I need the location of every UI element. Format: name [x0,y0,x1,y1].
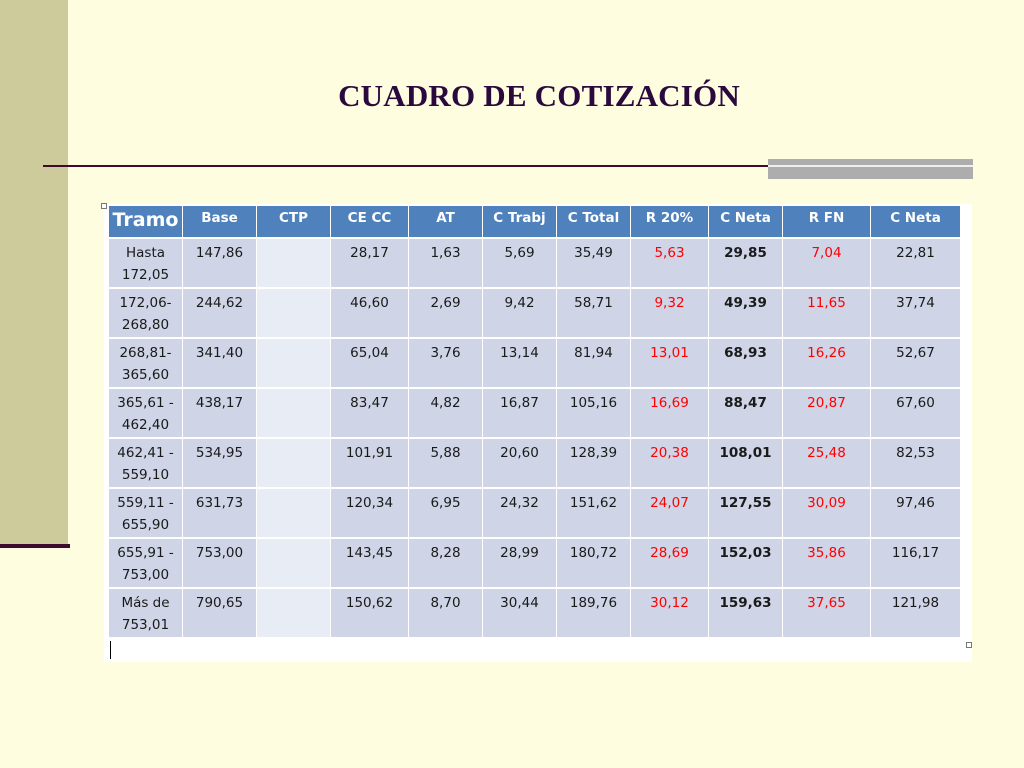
table-cell [257,337,331,387]
header-cell: C Neta [709,206,783,237]
table-cell: 753,00 [183,537,257,587]
table-cell [257,387,331,437]
table-cell: 20,87 [783,387,871,437]
table-cell: 11,65 [783,287,871,337]
table-cell: 5,69 [483,237,557,287]
table-cell [257,437,331,487]
table-cell: 150,62 [331,587,409,637]
header-cell: CE CC [331,206,409,237]
tramo-cell: 365,61 - 462,40 [109,387,183,437]
table-row [109,337,961,387]
header-cell: Base [183,206,257,237]
table-cell: 22,81 [871,237,961,287]
table-cell: 30,12 [631,587,709,637]
table-cell: 81,94 [557,337,631,387]
table-cell: 143,45 [331,537,409,587]
table-cell: 29,85 [709,237,783,287]
table-cell: 127,55 [709,487,783,537]
table-cell: 105,16 [557,387,631,437]
header-cell: C Neta [871,206,961,237]
table-cell: 83,47 [331,387,409,437]
tramo-cell: 462,41 - 559,10 [109,437,183,487]
table-cell: 631,73 [183,487,257,537]
table-cell: 49,39 [709,287,783,337]
table-cell: 8,28 [409,537,483,587]
table-cell: 5,88 [409,437,483,487]
tramo-cell: Más de 753,01 [109,587,183,637]
table-cell: 46,60 [331,287,409,337]
left-bar-underline [0,544,70,548]
tramo-cell: Hasta 172,05 [109,237,183,287]
tramo-cell: 559,11 - 655,90 [109,487,183,537]
table-cell [257,587,331,637]
table-cell: 189,76 [557,587,631,637]
table-cell: 534,95 [183,437,257,487]
table-cell: 2,69 [409,287,483,337]
divider-accent [768,159,973,179]
table-cell: 1,63 [409,237,483,287]
tramo-cell: 172,06-268,80 [109,287,183,337]
table-cell: 24,07 [631,487,709,537]
table-row [109,287,961,337]
table-cell: 116,17 [871,537,961,587]
table-cell: 7,04 [783,237,871,287]
table-cell: 35,49 [557,237,631,287]
table-cell: 52,67 [871,337,961,387]
slide-title: CUADRO DE COTIZACIÓN [338,78,740,113]
table-cell: 4,82 [409,387,483,437]
table-cell: 244,62 [183,287,257,337]
table-cell: 25,48 [783,437,871,487]
table-row [109,537,961,587]
table-cell: 16,69 [631,387,709,437]
table-cell: 108,01 [709,437,783,487]
header-cell: C Total [557,206,631,237]
table-cell: 16,26 [783,337,871,387]
table-cell: 3,76 [409,337,483,387]
table-cell: 180,72 [557,537,631,587]
table-cell: 147,86 [183,237,257,287]
table-cell: 128,39 [557,437,631,487]
header-cell: Tramo [109,206,183,237]
table-row [109,237,961,287]
table-cell: 65,04 [331,337,409,387]
table-row [109,437,961,487]
table-cell: 13,01 [631,337,709,387]
table-cell: 24,32 [483,487,557,537]
table-cell: 88,47 [709,387,783,437]
table-row [109,387,961,437]
table-header-row [109,206,961,237]
table-cell: 790,65 [183,587,257,637]
table-cell: 120,34 [331,487,409,537]
resize-handle[interactable] [966,642,972,648]
table-cell: 9,42 [483,287,557,337]
cotizacion-table [109,206,961,637]
table-cell: 151,62 [557,487,631,537]
header-cell: R 20% [631,206,709,237]
table-cell: 28,99 [483,537,557,587]
table-cell: 58,71 [557,287,631,337]
table-cell: 6,95 [409,487,483,537]
table-cell: 20,60 [483,437,557,487]
table-cell: 97,46 [871,487,961,537]
table-cell: 37,65 [783,587,871,637]
table-cell: 13,14 [483,337,557,387]
table-cell: 67,60 [871,387,961,437]
table-cell: 101,91 [331,437,409,487]
tramo-cell: 655,91 - 753,00 [109,537,183,587]
table-cell: 68,93 [709,337,783,387]
table-cell: 30,09 [783,487,871,537]
table-cell [257,487,331,537]
text-cursor [110,641,111,659]
table-cell [257,287,331,337]
table-cell: 121,98 [871,587,961,637]
header-cell: C Trabj [483,206,557,237]
table-cell [257,237,331,287]
table-cell [257,537,331,587]
table-cell: 9,32 [631,287,709,337]
header-cell: AT [409,206,483,237]
table-cell: 28,17 [331,237,409,287]
table-cell: 152,03 [709,537,783,587]
table-row [109,487,961,537]
table-cell: 438,17 [183,387,257,437]
table-cell: 28,69 [631,537,709,587]
table-row [109,587,961,637]
header-cell: CTP [257,206,331,237]
table-cell: 82,53 [871,437,961,487]
tramo-cell: 268,81-365,60 [109,337,183,387]
header-cell: R FN [783,206,871,237]
table-cell: 16,87 [483,387,557,437]
table-cell: 8,70 [409,587,483,637]
resize-handle[interactable] [101,203,107,209]
table-cell: 341,40 [183,337,257,387]
table-cell: 30,44 [483,587,557,637]
table-cell: 5,63 [631,237,709,287]
table-cell: 20,38 [631,437,709,487]
table-cell: 35,86 [783,537,871,587]
table-object[interactable] [104,204,972,662]
table-cell: 37,74 [871,287,961,337]
table-cell: 159,63 [709,587,783,637]
